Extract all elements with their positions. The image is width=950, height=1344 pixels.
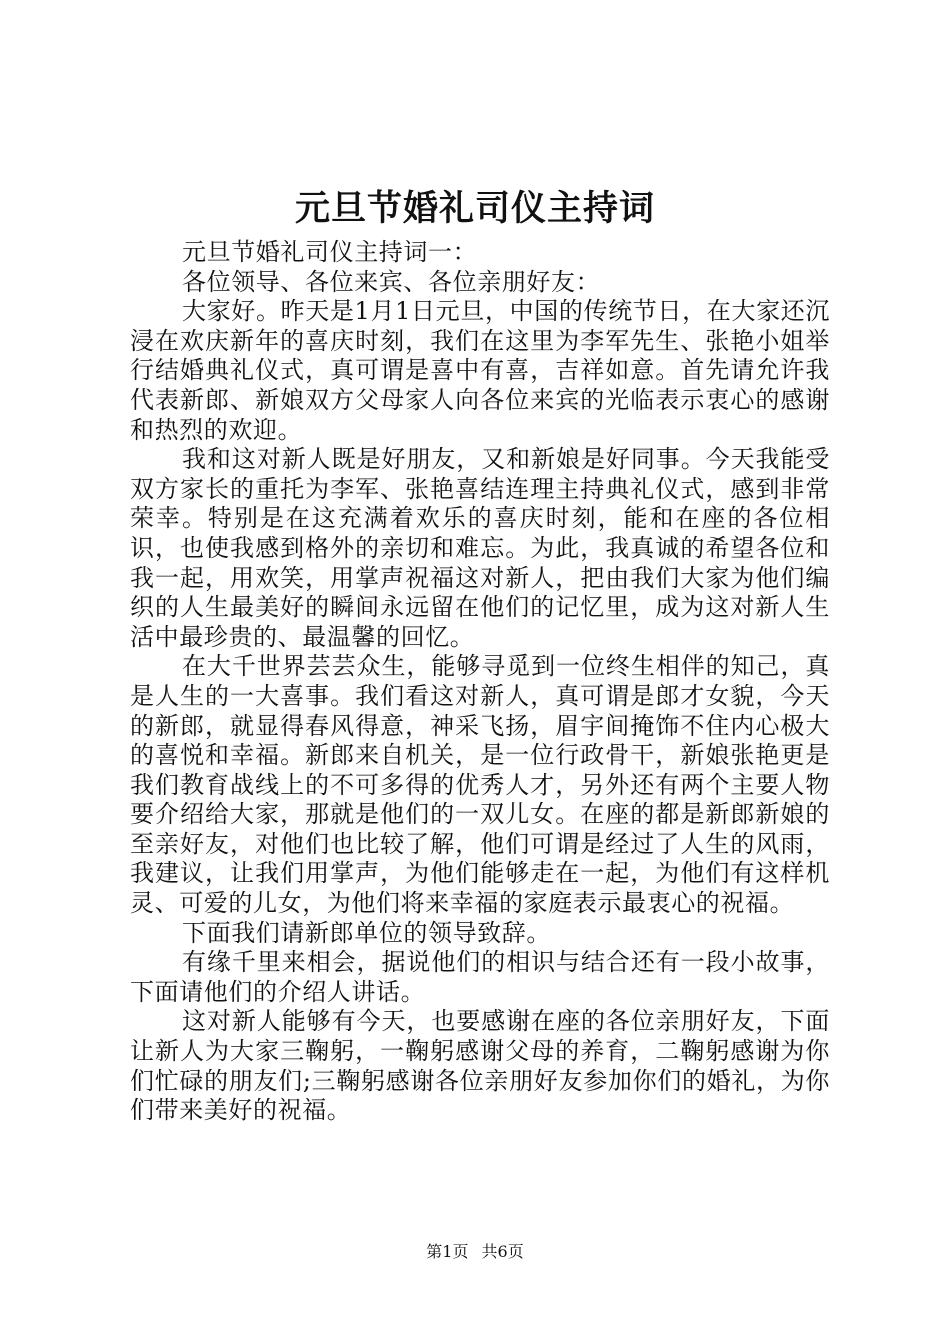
paragraph: 有缘千里来相会，据说他们的相识与结合还有一段小故事，下面请他们的介绍人讲话。 <box>130 948 830 1006</box>
paragraph: 在大千世界芸芸众生，能够寻觅到一位终生相伴的知己，真是人生的一大喜事。我们看这对新人，真可谓是郎才女貌，今天的新郎，就显得春风得意，神采飞扬，眉宇间掩饰不住内心极大的喜悦和幸福。新郎来自机关，是一位行政骨干，新娘张艳更是我们教育战线上的不可多得的优秀人才，另外还有两个主要人物要介绍给大家，那就是他们的一双儿女。在座的都是新郎新娘的至亲好友，对他们也比较了解，他们可谓是经过了人生的风雨，我建议，让我们用掌声，为他们能够走在一起，为他们有这样机灵、可爱的儿女，为他们将来幸福的家庭表示最衷心的祝福。 <box>130 652 830 918</box>
document-title: 元旦节婚礼司仪主持词 <box>294 188 655 229</box>
document-body <box>130 238 830 1126</box>
paragraph: 我和这对新人既是好朋友，又和新娘是好同事。今天我能受双方家长的重托为李军、张艳喜结连理主持典礼仪式，感到非常荣幸。特别是在这充满着欢乐的喜庆时刻，能和在座的各位相识，也使我感到格外的亲切和难忘。为此，我真诚的希望各位和我一起，用欢笑，用掌声祝福这对新人，把由我们大家为他们编织的人生最美好的瞬间永远留在他们的记忆里，成为这对新人生活中最珍贵的、最温馨的回忆。 <box>130 445 830 651</box>
page-number-current: 第1页 <box>426 1242 469 1261</box>
paragraph: 下面我们请新郎单位的领导致辞。 <box>182 918 551 947</box>
paragraph: 各位领导、各位来宾、各位亲朋好友： <box>182 267 601 296</box>
page-number-total: 共6页 <box>481 1242 524 1261</box>
paragraph: 这对新人能够有今天，也要感谢在座的各位亲朋好友，下面让新人为大家三鞠躬，一鞠躬感谢父母的养育，二鞠躬感谢为你们忙碌的朋友们;三鞠躬感谢各位亲朋好友参加你们的婚礼，为你们带来美好的祝福。 <box>130 1007 830 1125</box>
paragraph: 元旦节婚礼司仪主持词一： <box>182 238 478 266</box>
paragraph: 大家好。昨天是1月1日元旦，中国的传统节日，在大家还沉浸在欢庆新年的喜庆时刻，我们在这里为李军先生、张艳小姐举行结婚典礼仪式，真可谓是喜中有喜，吉祥如意。首先请允许我代表新郎、新娘双方父母家人向各位来宾的光临表示衷心的感谢和热烈的欢迎。 <box>130 297 830 444</box>
page-footer <box>0 1240 950 1264</box>
